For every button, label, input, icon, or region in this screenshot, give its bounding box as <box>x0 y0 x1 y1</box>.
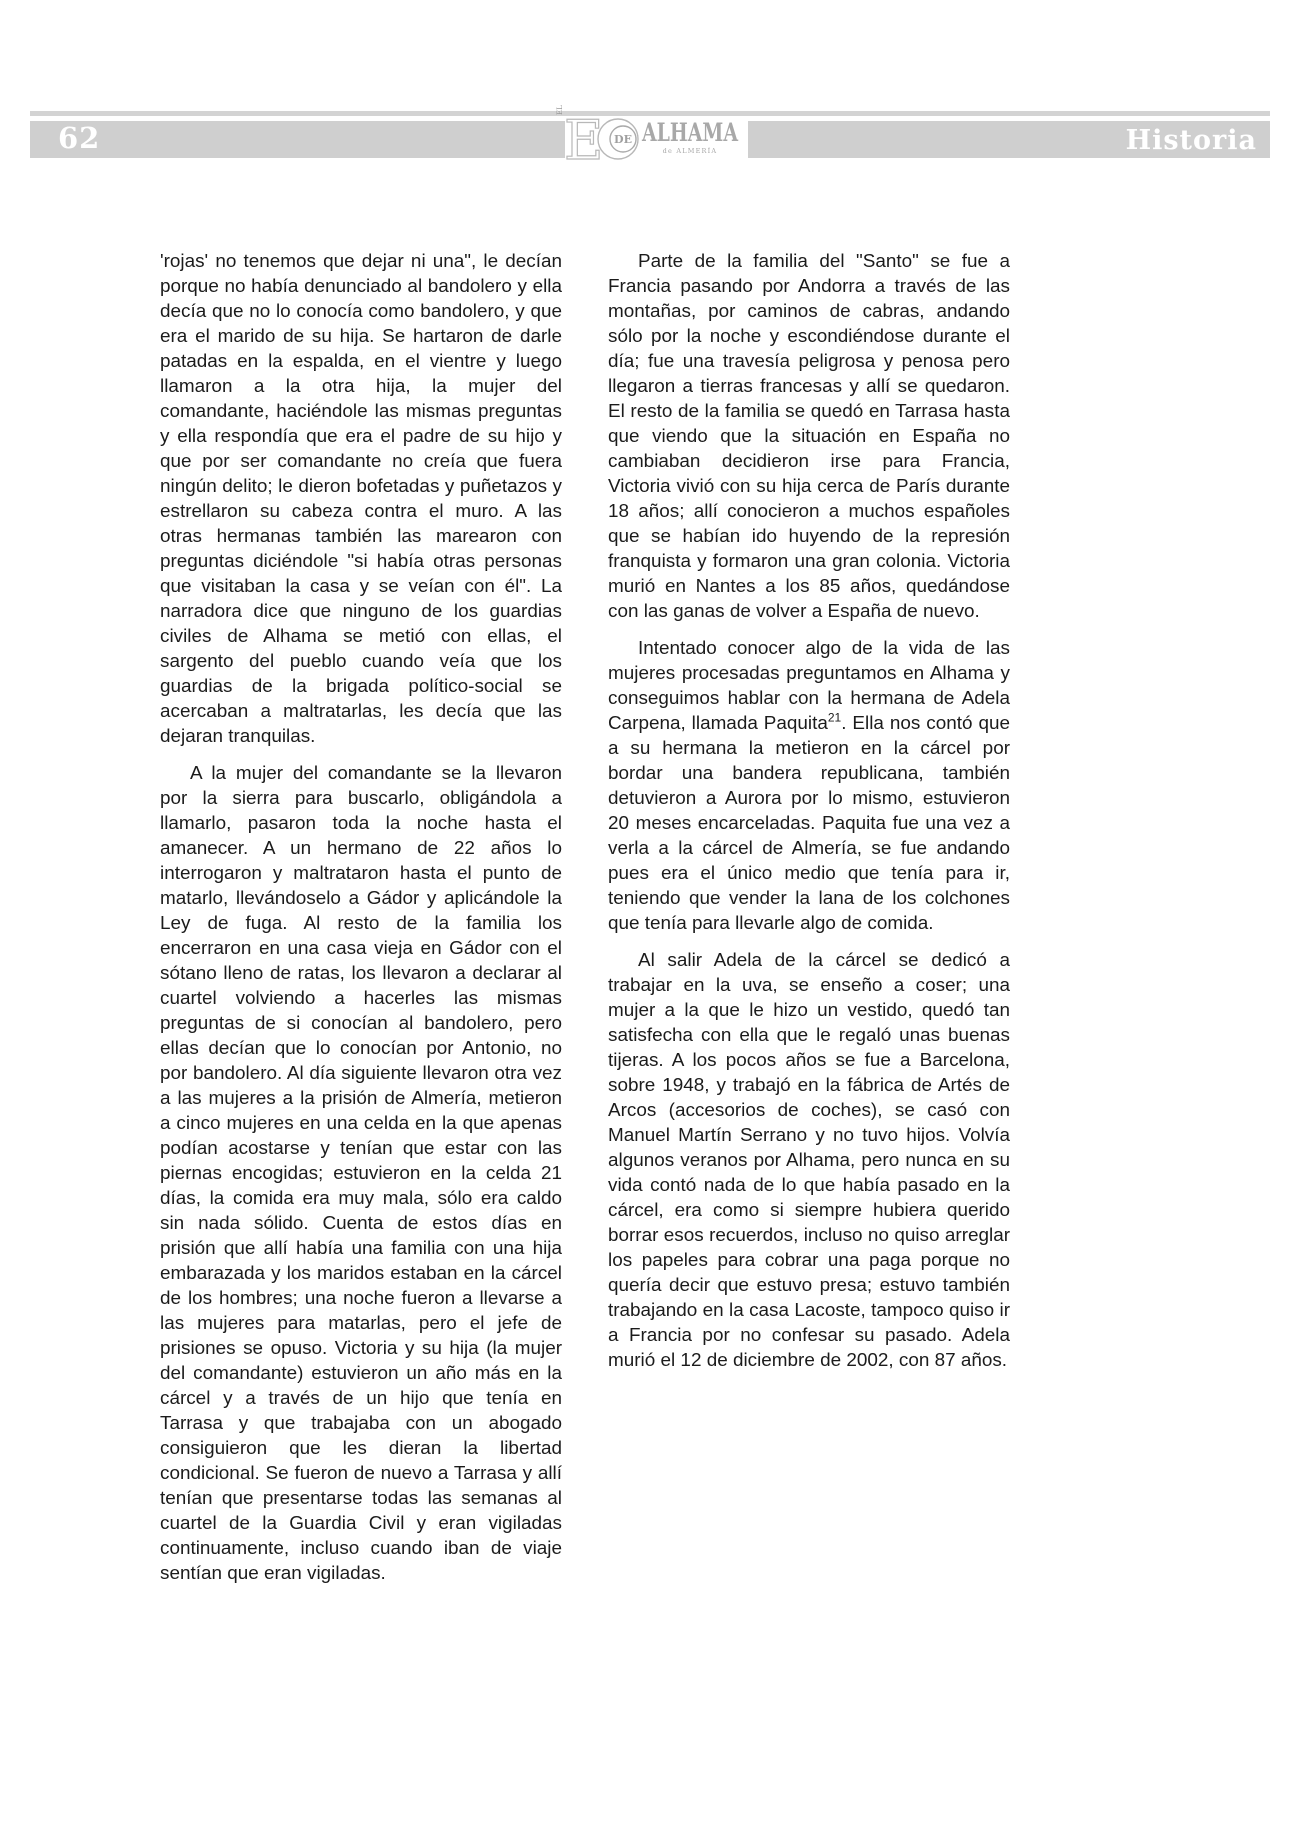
page-number: 62 <box>58 121 101 155</box>
paragraph-right-1: Parte de la familia del "Santo" se fue a Francia pasando por Andorra a través de las montañas, por caminos de cabras, andando sólo por la noche y escondiéndose durante el día; fue una travesía peligrosa y penosa pero llegaron a tierras francesas y allí se quedaron. El resto de la familia se quedó en Tarrasa hasta que viendo que la situación en España no cambiaban decidieron irse para Francia, Victoria vivió con su hija cerca de París durante 18 años; allí conocieron a muchos españoles que se habían ido huyendo de la represión franquista y formaron una gran colonia. Victoria murió en Nantes a los 85 años, quedándose con las ganas de volver a España de nuevo. <box>608 251 1010 622</box>
section-title: Historia <box>1125 125 1257 156</box>
article-column-right <box>608 249 1010 1385</box>
footnote-reference[interactable]: 21 <box>827 710 842 725</box>
paragraph-right-2-text: Intentado conocer algo de la vida de las mujeres procesadas preguntamos en Alhama y conseguimos hablar con la hermana de Adela Carpena, llamada Paquita <box>608 638 1010 734</box>
paragraph-left-1: 'rojas' no tenemos que dejar ni una", le decían porque no había denunciado al bandolero y ella decía que no lo conocía como bandolero, y que era el marido de su hija. Se hartaron de darle patadas en la espalda, en el vientre y luego llamaron a la otra hija, la mujer del comandante, haciéndole las mismas preguntas y ella respondía que era el padre de su hijo y que por ser comandante no creía que fuera ningún delito; le dieron bofetadas y puñetazos y estrellaron su cabeza contra el muro. A las otras hermanas también las marearon con preguntas diciéndole "si había otras personas que visitaban la casa y se veían con él". La narradora dice que ninguno de los guardias civiles de Alhama se metió con ellas, el sargento del pueblo cuando veía que los guardias de la brigada político-social se acercaban a maltratarlas, les decía que las dejaran tranquilas. <box>160 251 562 747</box>
logo-letter-e: E <box>564 109 604 172</box>
paragraph-right-3: Al salir Adela de la cárcel se dedicó a trabajar en la uva, se enseño a coser; una mujer a la que le hizo un vestido, quedó tan satisfecha con ella que le regaló unas buenas tijeras. A los pocos años se fue a Barcelona, sobre 1948, y trabajó en la fábrica de Artés de Arcos (accesorios de coches), se casó con Manuel Martín Serrano y no tuvo hijos. Volvía algunos veranos por Alhama, pero nunca en su vida contó nada de lo que había pasado en la cárcel, era como si siempre hubiera querido borrar esos recuerdos, incluso no quiso arreglar los papeles para cobrar una paga porque no quería decir que estuvo presa; estuvo también trabajando en la casa Lacoste, tampoco quiso ir a Francia por no confesar su pasado. Adela murió el 12 de diciembre de 2002, con 87 años. <box>608 950 1010 1371</box>
logo-name: ALHAMA <box>641 118 739 147</box>
masthead-logo-graphic <box>556 101 758 172</box>
paragraph-right-2-text-after: . Ella nos contó que a su hermana la metieron en la cárcel por bordar una bandera republicana, también detuvieron a Aurora por lo mismo, estuvieron 20 meses encarceladas. Paquita fue una vez a verla a la cárcel de Almería, se fue andando pues era el único medio que tenía para ir, teniendo que vender la lana de los colchones que tenía para llevarle algo de comida. <box>608 713 1010 934</box>
logo-subtitle: de ALMERÍA <box>662 147 718 155</box>
masthead-logo <box>556 101 758 172</box>
logo-de-text: DE <box>614 133 632 146</box>
page-header <box>0 0 1299 170</box>
header-band-left <box>30 121 565 158</box>
paragraph-left-2: A la mujer del comandante se la llevaron por la sierra para buscarlo, obligándola a llamarlo, pasaron toda la noche hasta el amanecer. A un hermano de 22 años lo interrogaron y maltrataron hasta el punto de matarlo, llevándoselo a Gádor y aplicándole la Ley de fuga. Al resto de la familia los encerraron en una casa vieja en Gádor con el sótano lleno de ratas, los llevaron a declarar al cuartel volviendo a hacerles las mismas preguntas de si conocían al bandolero, pero ellas decían que lo conocían por Antonio, no por bandolero. Al día siguiente llevaron otra vez a las mujeres a la prisión de Almería, metieron a cinco mujeres en una celda en la que apenas podían acostarse y tenían que estar con las piernas encogidas; estuvieron en la celda 21 días, la comida era muy mala, sólo era caldo sin nada sólido. Cuenta de estos días en prisión que allí había una familia con una hija embarazada y los maridos estaban en la cárcel de los hombres; una noche fueron a llevarse a las mujeres para matarlas, pero el jefe de prisiones se opuso. Victoria y su hija (la mujer del comandante) estuvieron un año más en la cárcel y a través de un hijo que tenía en Tarrasa y que trabajaba con un abogado consiguieron que les dieran la libertad condicional. Se fueron de nuevo a Tarrasa y allí tenían que presentarse todas las semanas al cuartel de la Guardia Civil y eran vigiladas continuamente, incluso cuando iban de viaje sentían que eran vigiladas. <box>160 763 562 1584</box>
logo-small-text: EL <box>556 105 564 115</box>
paragraph-right-2 <box>608 636 1010 936</box>
article-column-left <box>160 249 562 1598</box>
